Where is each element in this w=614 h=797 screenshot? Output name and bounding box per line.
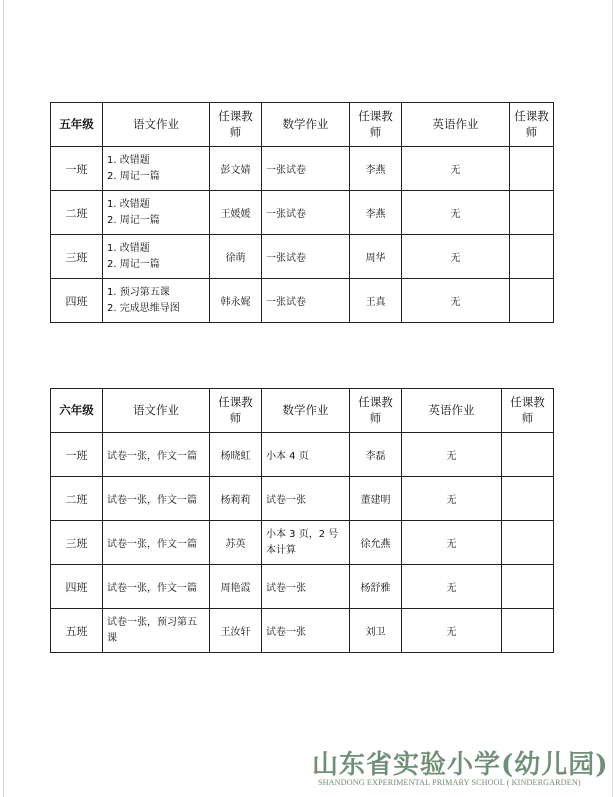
english-teacher-cell: [510, 191, 554, 235]
school-name-chinese: 山东省实验小学(幼儿园): [312, 750, 609, 780]
math-teacher-cell: 王真: [350, 279, 402, 323]
english-homework-cell: 无: [402, 191, 510, 235]
english-teacher-cell: [502, 609, 554, 653]
table-row: [51, 609, 554, 653]
english-homework-cell: 无: [402, 477, 502, 521]
grade5-homework-table: [50, 102, 554, 323]
table-row: [51, 477, 554, 521]
english-teacher-header: 任课教师: [502, 389, 554, 433]
table-header-row: [51, 103, 554, 147]
math-teacher-cell: 李燕: [350, 147, 402, 191]
chinese-teacher-cell: 徐萌: [210, 235, 262, 279]
class-cell: 四班: [51, 279, 103, 323]
chinese-homework-header: 语文作业: [103, 103, 210, 147]
chinese-teacher-cell: 彭文婧: [210, 147, 262, 191]
english-teacher-cell: [502, 521, 554, 565]
table-row: [51, 279, 554, 323]
chinese-teacher-cell: 王汝轩: [210, 609, 262, 653]
homework-line: 1. 改错题: [107, 199, 150, 210]
class-cell: 一班: [51, 433, 103, 477]
english-homework-cell: 无: [402, 235, 510, 279]
math-homework-cell: 一张试卷: [262, 191, 350, 235]
math-teacher-cell: 董建明: [350, 477, 402, 521]
english-teacher-cell: [502, 565, 554, 609]
page-edge-right: [612, 0, 613, 797]
chinese-homework-cell: 试卷一张，作文一篇: [103, 565, 210, 609]
chinese-homework-cell: [103, 235, 210, 279]
english-teacher-cell: [510, 279, 554, 323]
chinese-homework-cell: 试卷一张，预习第五课: [103, 609, 210, 653]
math-homework-header: 数学作业: [262, 389, 350, 433]
class-cell: 五班: [51, 609, 103, 653]
english-homework-cell: 无: [402, 433, 502, 477]
homework-line: 1. 改错题: [107, 155, 150, 166]
math-teacher-cell: 李磊: [350, 433, 402, 477]
chinese-homework-cell: [103, 191, 210, 235]
homework-line: 1. 改错题: [107, 243, 150, 254]
math-teacher-cell: 杨舒雅: [350, 565, 402, 609]
chinese-teacher-header: 任课教师: [210, 389, 262, 433]
class-cell: 二班: [51, 191, 103, 235]
chinese-teacher-cell: 韩永娓: [210, 279, 262, 323]
chinese-homework-cell: [103, 279, 210, 323]
grade6-homework-table: [50, 388, 554, 653]
homework-line: 2. 周记一篇: [107, 214, 160, 226]
homework-line: 2. 完成思维导图: [107, 302, 180, 314]
math-homework-cell: 试卷一张: [262, 609, 350, 653]
table-row: [51, 433, 554, 477]
math-homework-cell: 小本 4 页: [262, 433, 350, 477]
class-cell: 三班: [51, 235, 103, 279]
english-homework-cell: 无: [402, 279, 510, 323]
english-teacher-cell: [502, 433, 554, 477]
table-row: [51, 147, 554, 191]
table-row: [51, 235, 554, 279]
math-teacher-header: 任课教师: [350, 103, 402, 147]
english-homework-cell: 无: [402, 521, 502, 565]
table-header-row: [51, 389, 554, 433]
chinese-teacher-header: 任课教师: [210, 103, 262, 147]
chinese-teacher-cell: 苏英: [210, 521, 262, 565]
math-homework-cell: 试卷一张: [262, 477, 350, 521]
english-homework-cell: 无: [402, 609, 502, 653]
homework-line: 1. 预习第五课: [107, 287, 170, 298]
math-teacher-header: 任课教师: [350, 389, 402, 433]
english-homework-header: 英语作业: [402, 389, 502, 433]
page-edge-left: [3, 0, 4, 797]
math-homework-cell: 一张试卷: [262, 147, 350, 191]
math-teacher-cell: 刘卫: [350, 609, 402, 653]
table-row: [51, 191, 554, 235]
chinese-homework-cell: [103, 147, 210, 191]
chinese-homework-cell: 试卷一张，作文一篇: [103, 477, 210, 521]
class-cell: 一班: [51, 147, 103, 191]
grade-header: 六年级: [51, 389, 103, 433]
chinese-homework-cell: 试卷一张，作文一篇: [103, 521, 210, 565]
chinese-teacher-cell: 周艳霞: [210, 565, 262, 609]
school-name-english: SHANDONG EXPERIMENTAL PRIMARY SCHOOL ( KINDERGARDEN): [318, 778, 581, 787]
chinese-homework-cell: 试卷一张，作文一篇: [103, 433, 210, 477]
math-homework-cell: 试卷一张: [262, 565, 350, 609]
math-homework-cell: 一张试卷: [262, 279, 350, 323]
math-teacher-cell: 周华: [350, 235, 402, 279]
homework-line: 2. 周记一篇: [107, 258, 160, 270]
math-homework-header: 数学作业: [262, 103, 350, 147]
class-cell: 三班: [51, 521, 103, 565]
math-homework-cell: 小本 3 页，2 号本计算: [262, 521, 350, 565]
table-row: [51, 521, 554, 565]
chinese-teacher-cell: 王媛媛: [210, 191, 262, 235]
chinese-teacher-cell: 杨莉莉: [210, 477, 262, 521]
chinese-teacher-cell: 杨晓虹: [210, 433, 262, 477]
english-teacher-cell: [510, 235, 554, 279]
english-teacher-cell: [510, 147, 554, 191]
english-homework-cell: 无: [402, 565, 502, 609]
table-row: [51, 565, 554, 609]
english-teacher-cell: [502, 477, 554, 521]
chinese-homework-header: 语文作业: [103, 389, 210, 433]
homework-line: 2. 周记一篇: [107, 170, 160, 182]
class-cell: 二班: [51, 477, 103, 521]
english-teacher-header: 任课教师: [510, 103, 554, 147]
class-cell: 四班: [51, 565, 103, 609]
english-homework-header: 英语作业: [402, 103, 510, 147]
math-teacher-cell: 李燕: [350, 191, 402, 235]
grade-header: 五年级: [51, 103, 103, 147]
math-homework-cell: 一张试卷: [262, 235, 350, 279]
math-teacher-cell: 徐允燕: [350, 521, 402, 565]
english-homework-cell: 无: [402, 147, 510, 191]
school-logo: [312, 744, 608, 794]
